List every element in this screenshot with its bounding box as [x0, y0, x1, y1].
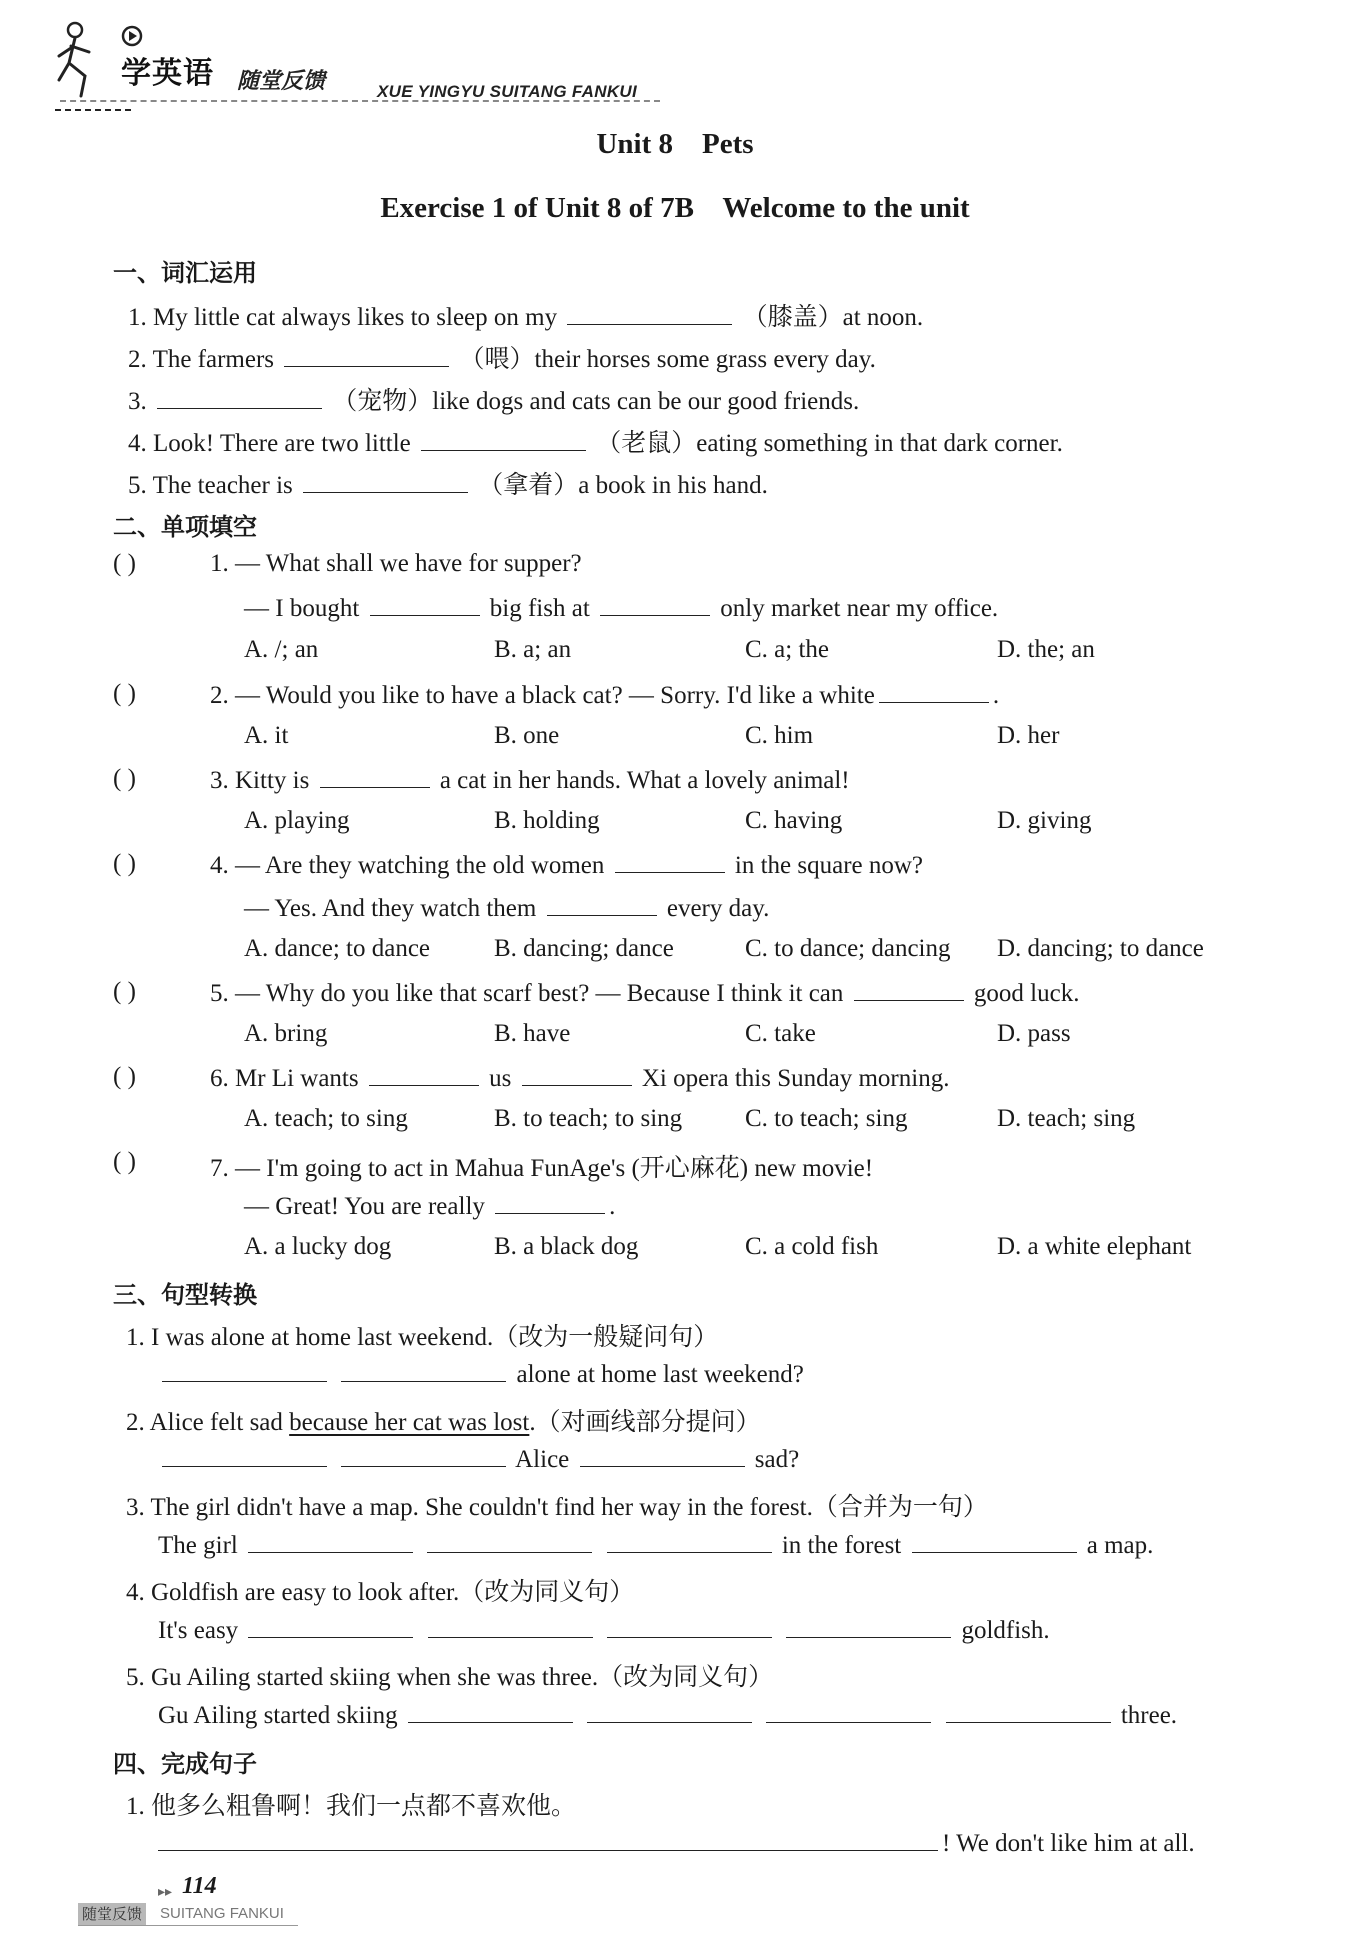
- option-c[interactable]: C. a; the: [745, 636, 830, 663]
- header-divider: [60, 100, 660, 102]
- option-a[interactable]: A. bring: [244, 1020, 328, 1047]
- transform-question-3: 3. The girl didn't have a map. She couldn't find her way in the forest.（合并为一句）: [126, 1494, 988, 1521]
- answer-blank[interactable]: [607, 1530, 772, 1553]
- answer-blank[interactable]: [495, 1191, 605, 1214]
- footer-tag-english: SUITANG FANKUI: [160, 1905, 284, 1922]
- transform-answer-5: Gu Ailing started skiing three.: [158, 1702, 1178, 1729]
- answer-blank[interactable]: [946, 1700, 1111, 1723]
- exercise-title: Exercise 1 of Unit 8 of 7B Welcome to the unit: [380, 192, 970, 224]
- section4-heading: 四、完成句子: [113, 1750, 257, 1778]
- page-number: 114: [182, 1873, 217, 1899]
- mc-question-2: 2. — Would you like to have a black cat? — Sorry. I'd like a white .: [210, 682, 1000, 709]
- transform-answer-2: Alice sad?: [158, 1444, 799, 1474]
- mc-question-1: 1. — What shall we have for supper?: [210, 550, 582, 577]
- answer-paren-1[interactable]: ( ): [113, 550, 136, 577]
- answer-blank[interactable]: [879, 680, 989, 703]
- answer-blank[interactable]: [284, 344, 449, 367]
- section2-heading: 二、单项填空: [113, 513, 257, 541]
- option-c[interactable]: C. having: [745, 807, 843, 834]
- answer-blank[interactable]: [428, 1615, 593, 1638]
- option-a[interactable]: A. dance; to dance: [244, 935, 431, 962]
- vocab-item-5: 5. The teacher is （拿着）a book in his hand.: [128, 472, 768, 499]
- option-b[interactable]: B. have: [494, 1020, 571, 1047]
- option-d[interactable]: D. teach; sing: [997, 1105, 1136, 1132]
- answer-blank[interactable]: [162, 1359, 327, 1382]
- mc-question-6: 6. Mr Li wants us Xi opera this Sunday morning.: [210, 1065, 950, 1092]
- complete-question-1: 1. 他多么粗鲁啊！我们一点都不喜欢他。: [126, 1793, 577, 1820]
- answer-blank[interactable]: [421, 428, 586, 451]
- vocab-item-4: 4. Look! There are two little （老鼠）eating something in that dark corner.: [128, 430, 1063, 457]
- option-c[interactable]: C. him: [745, 722, 814, 749]
- section1-heading: 一、词汇运用: [113, 259, 257, 287]
- answer-paren-4[interactable]: ( ): [113, 850, 136, 877]
- transform-question-2: 2. Alice felt sad because her cat was lost.（对画线部分提问）: [126, 1409, 761, 1436]
- brand-chinese-sub: 随堂反馈: [237, 69, 326, 94]
- answer-blank[interactable]: [600, 593, 710, 616]
- underlined-phrase: because her cat was lost: [289, 1409, 530, 1436]
- answer-blank[interactable]: [522, 1063, 632, 1086]
- option-a[interactable]: A. teach; to sing: [244, 1105, 408, 1132]
- answer-blank[interactable]: [567, 302, 732, 325]
- mc-question-7: 7. — I'm going to act in Mahua FunAge's (开心麻花) new movie!: [210, 1155, 874, 1182]
- option-d[interactable]: D. pass: [997, 1020, 1071, 1047]
- unit-title: Unit 8 Pets: [596, 128, 754, 160]
- option-a[interactable]: A. it: [244, 722, 289, 749]
- answer-blank[interactable]: [786, 1615, 951, 1638]
- vocab-item-2: 2. The farmers （喂）their horses some grass every day.: [128, 346, 876, 373]
- answer-blank[interactable]: [248, 1615, 413, 1638]
- option-d[interactable]: D. her: [997, 722, 1060, 749]
- transform-answer-3: The girl in the forest a map.: [158, 1532, 1154, 1559]
- transform-answer-4: It's easy goldfish.: [158, 1617, 1050, 1644]
- mc-question-7-reply: — Great! You are really .: [244, 1193, 616, 1220]
- vocab-item-3: 3. （宠物）like dogs and cats can be our good friends.: [128, 388, 860, 415]
- option-d[interactable]: D. a white elephant: [997, 1233, 1192, 1260]
- answer-blank[interactable]: [427, 1530, 592, 1553]
- answer-blank[interactable]: [162, 1444, 327, 1467]
- answer-blank[interactable]: [580, 1444, 745, 1467]
- answer-paren-2[interactable]: ( ): [113, 680, 136, 707]
- option-d[interactable]: D. dancing; to dance: [997, 935, 1204, 962]
- answer-blank[interactable]: [157, 386, 322, 409]
- option-b[interactable]: B. holding: [494, 807, 600, 834]
- answer-blank[interactable]: [615, 850, 725, 873]
- answer-blank[interactable]: [158, 1828, 938, 1851]
- answer-blank[interactable]: [607, 1615, 772, 1638]
- option-a[interactable]: A. playing: [244, 807, 350, 834]
- answer-blank[interactable]: [369, 1063, 479, 1086]
- option-d[interactable]: D. the; an: [997, 636, 1095, 663]
- option-b[interactable]: B. one: [494, 722, 560, 749]
- option-c[interactable]: C. to dance; dancing: [745, 935, 951, 962]
- answer-blank[interactable]: [341, 1359, 506, 1382]
- answer-blank[interactable]: [370, 593, 480, 616]
- option-b[interactable]: B. to teach; to sing: [494, 1105, 683, 1132]
- answer-blank[interactable]: [587, 1700, 752, 1723]
- vocab-item-1: 1. My little cat always likes to sleep on my （膝盖）at noon.: [128, 304, 924, 331]
- answer-blank[interactable]: [320, 765, 430, 788]
- answer-blank[interactable]: [547, 893, 657, 916]
- complete-answer-1: ! We don't like him at all.: [158, 1828, 1195, 1858]
- option-a[interactable]: A. /; an: [244, 636, 319, 663]
- option-b[interactable]: B. a black dog: [494, 1233, 639, 1260]
- transform-question-5: 5. Gu Ailing started skiing when she was three.（改为同义句）: [126, 1664, 774, 1691]
- mc-question-4: 4. — Are they watching the old women in the square now?: [210, 852, 924, 879]
- answer-paren-3[interactable]: ( ): [113, 765, 136, 792]
- transform-question-4: 4. Goldfish are easy to look after.（改为同义句）: [126, 1579, 635, 1606]
- footer-tag: 随堂反馈: [78, 1903, 146, 1925]
- brand-english: XUE YINGYU SUITANG FANKUI: [377, 82, 638, 101]
- brand-chinese: 学英语: [121, 56, 214, 91]
- option-c[interactable]: C. to teach; sing: [745, 1105, 908, 1132]
- header-logo: [55, 18, 675, 118]
- answer-blank[interactable]: [766, 1700, 931, 1723]
- transform-answer-1: alone at home last weekend?: [158, 1359, 804, 1389]
- section3-heading: 三、句型转换: [113, 1281, 257, 1309]
- answer-blank[interactable]: [408, 1700, 573, 1723]
- option-d[interactable]: D. giving: [997, 807, 1092, 834]
- option-c[interactable]: C. take: [745, 1020, 816, 1047]
- answer-paren-6[interactable]: ( ): [113, 1063, 136, 1090]
- option-b[interactable]: B. a; an: [494, 636, 572, 663]
- double-arrow-icon: ▸▸: [158, 1884, 173, 1900]
- mc-question-1-reply: — I bought big fish at only market near my office.: [244, 595, 999, 622]
- answer-paren-5[interactable]: ( ): [113, 978, 136, 1005]
- transform-question-1: 1. I was alone at home last weekend.（改为一般疑问句）: [126, 1324, 719, 1351]
- answer-paren-7[interactable]: ( ): [113, 1148, 136, 1175]
- answer-blank[interactable]: [341, 1444, 506, 1467]
- footer-divider: [78, 1925, 298, 1926]
- answer-blank[interactable]: [854, 978, 964, 1001]
- answer-blank[interactable]: [912, 1530, 1077, 1553]
- option-b[interactable]: B. dancing; dance: [494, 935, 674, 962]
- option-c[interactable]: C. a cold fish: [745, 1233, 879, 1260]
- mc-question-4-reply: — Yes. And they watch them every day.: [244, 895, 770, 922]
- mc-question-3: 3. Kitty is a cat in her hands. What a lovely animal!: [210, 767, 850, 794]
- option-a[interactable]: A. a lucky dog: [244, 1233, 392, 1260]
- answer-blank[interactable]: [303, 470, 468, 493]
- answer-blank[interactable]: [248, 1530, 413, 1553]
- mc-question-5: 5. — Why do you like that scarf best? — Because I think it can good luck.: [210, 980, 1080, 1007]
